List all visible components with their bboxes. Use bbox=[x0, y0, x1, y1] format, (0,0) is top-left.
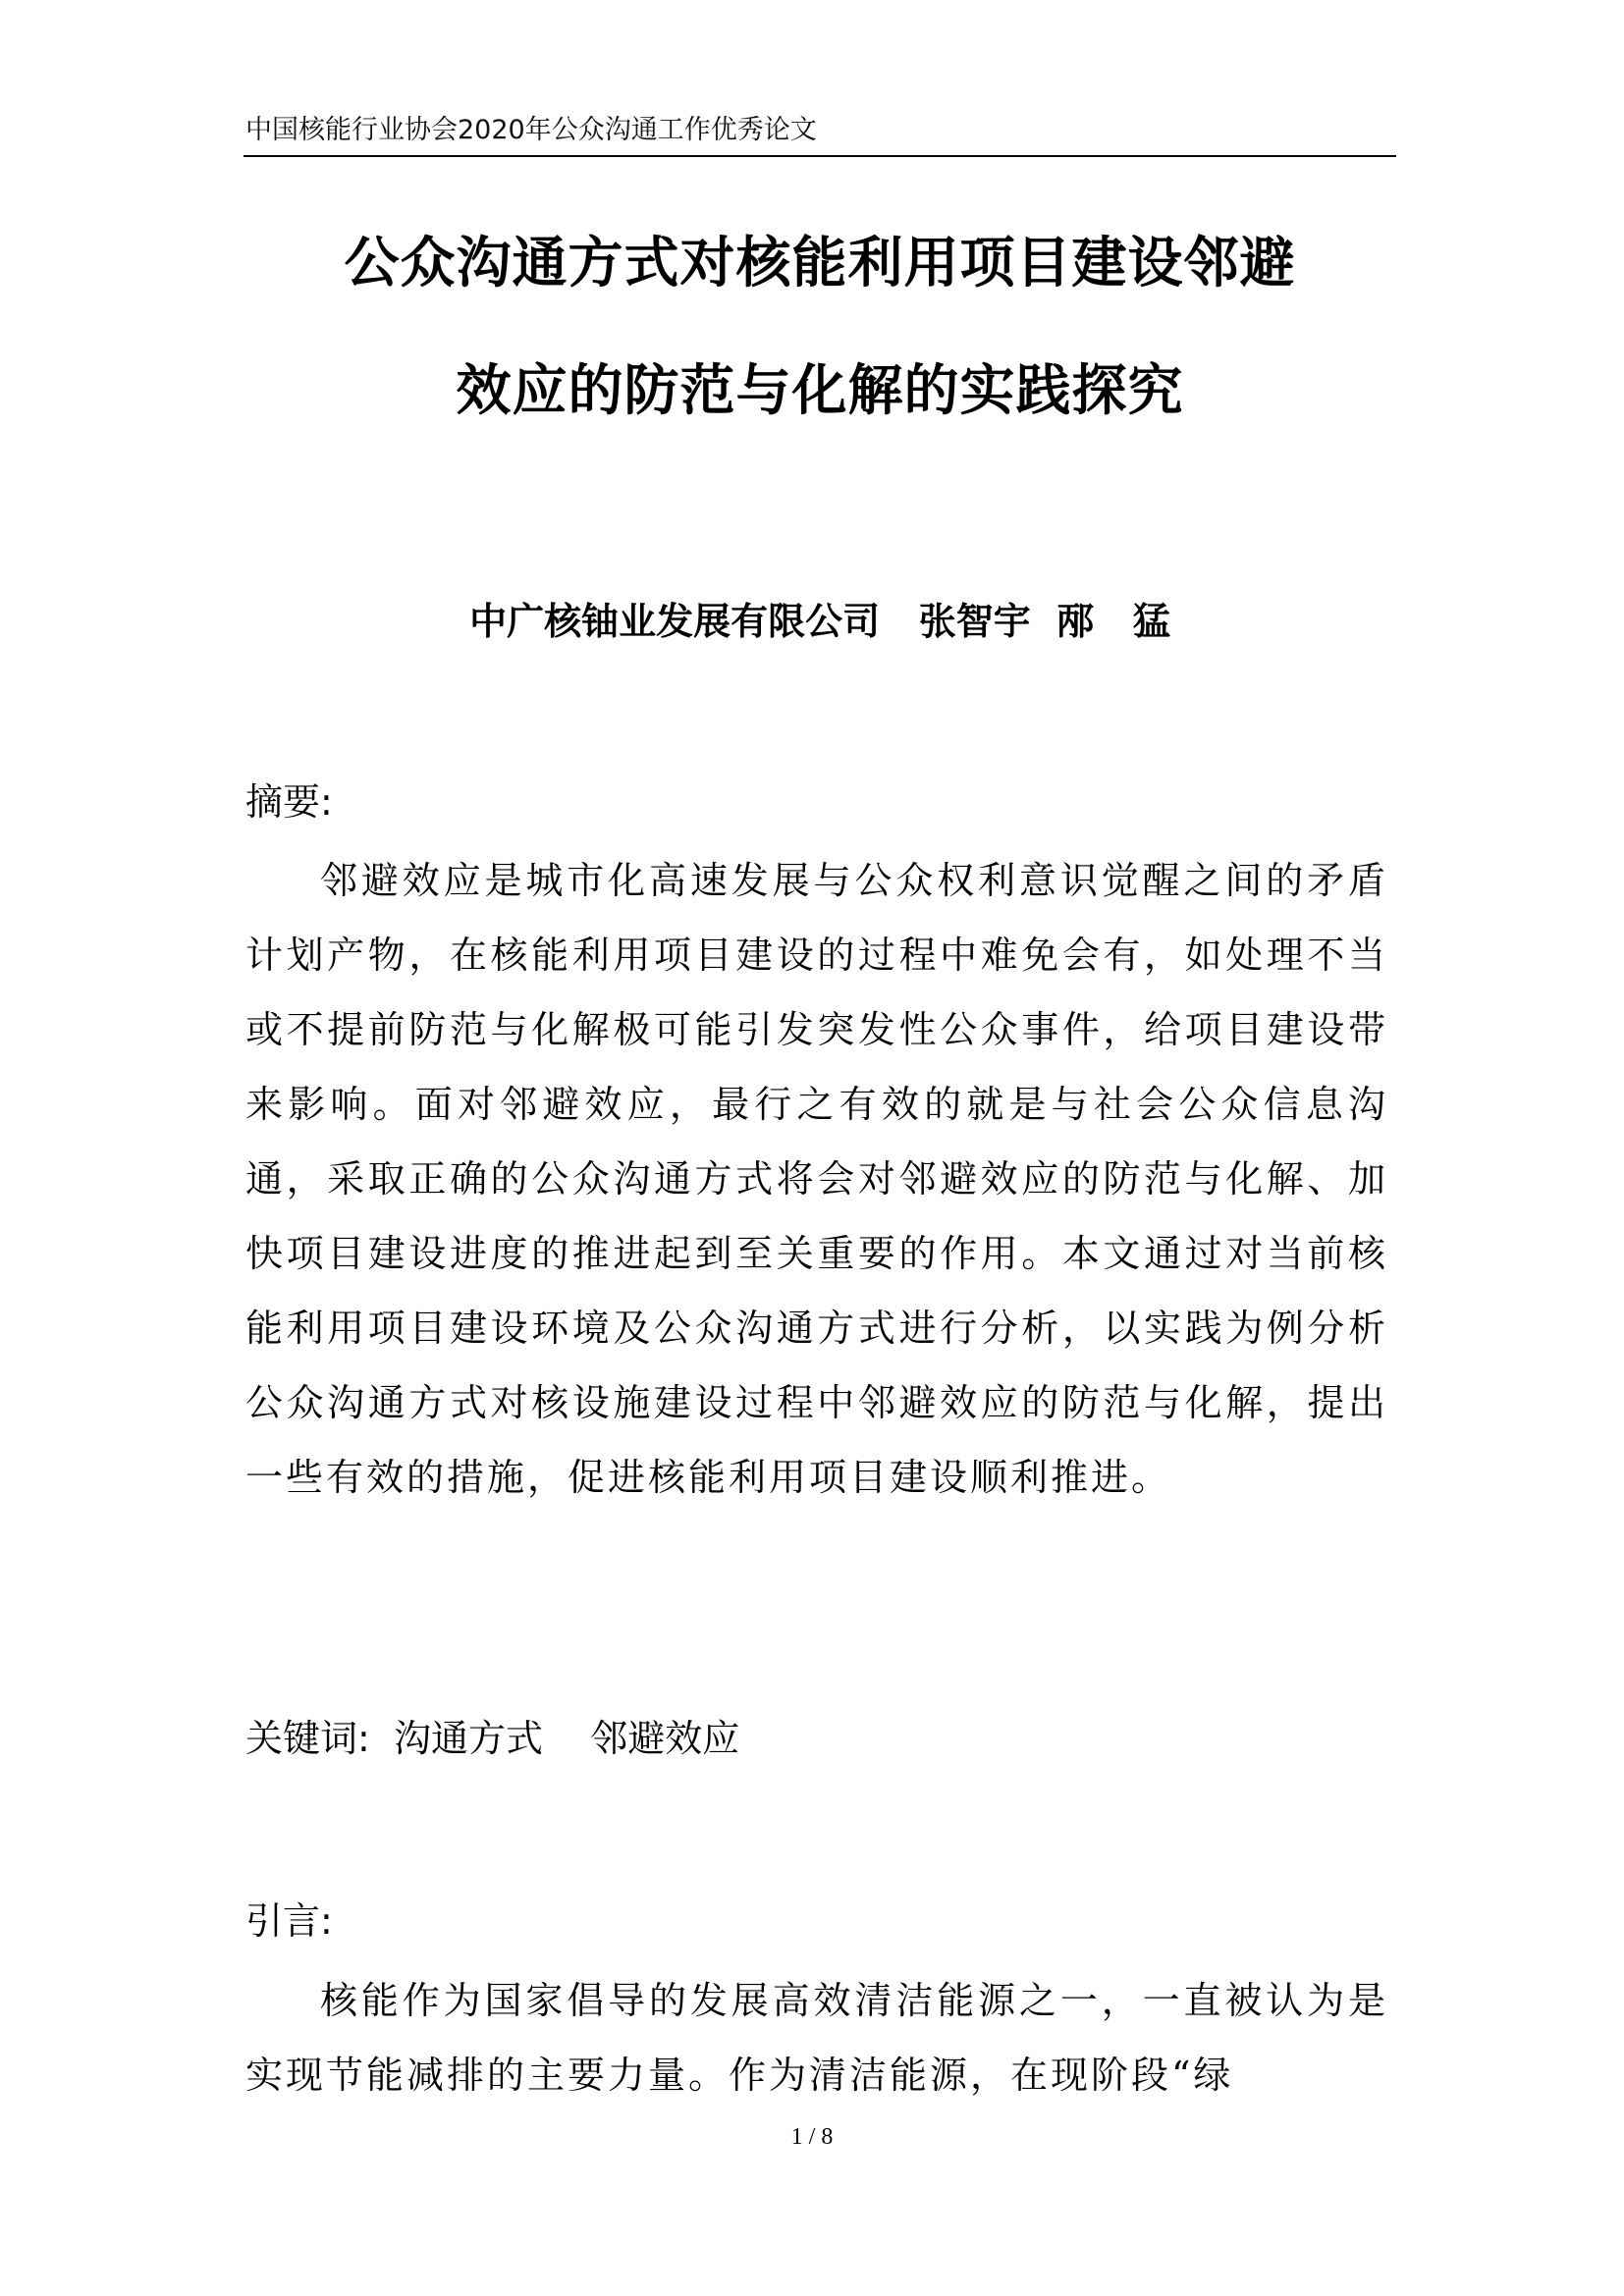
abstract-body: 邻避效应是城市化高速发展与公众权利意识觉醒之间的矛盾计划产物，在核能利用项目建设的过程中难免会有，如处理不当或不提前防范与化解极可能引发突发性公众事件，给项目建设带来影响。面对邻避效应，最行之有效的就是与社会公众信息沟通，采取正确的公众沟通方式将会对邻避效应的防范与化解、加快项目建设进度的推进起到至关重要的作用。本文通过对当前核能利用项目建设环境及公众沟通方式进行分析，以实践为例分析公众沟通方式对核设施建设过程中邻避效应的防范与化解，提出一些有效的措施，促进核能利用项目建设顺利推进。 bbox=[245, 859, 1388, 1499]
paper-title-line-2: 效应的防范与化解的实践探究 bbox=[456, 358, 1184, 423]
keywords-label: 关键词: bbox=[245, 1717, 370, 1760]
page-number: 1 / 8 bbox=[790, 2124, 834, 2150]
abstract-heading: 摘要: bbox=[245, 780, 333, 824]
paper-title-line-1: 公众沟通方式对核能利用项目建设邻避 bbox=[344, 231, 1296, 295]
keywords-line bbox=[245, 1714, 1394, 1763]
introduction-body: 核能作为国家倡导的发展高效清洁能源之一，一直被认为是实现节能减排的主要力量。作为清洁能源，在现阶段“绿 bbox=[245, 1979, 1388, 2097]
author-affiliation: 中广核铀业发展有限公司 张智宇 邴 猛 bbox=[469, 599, 1170, 643]
keywords-values: 沟通方式 邻避效应 bbox=[369, 1717, 740, 1760]
header-divider bbox=[244, 155, 1396, 157]
running-header: 中国核能行业协会2020年公众沟通工作优秀论文 bbox=[245, 115, 817, 145]
introduction-heading: 引言: bbox=[245, 1899, 333, 1943]
